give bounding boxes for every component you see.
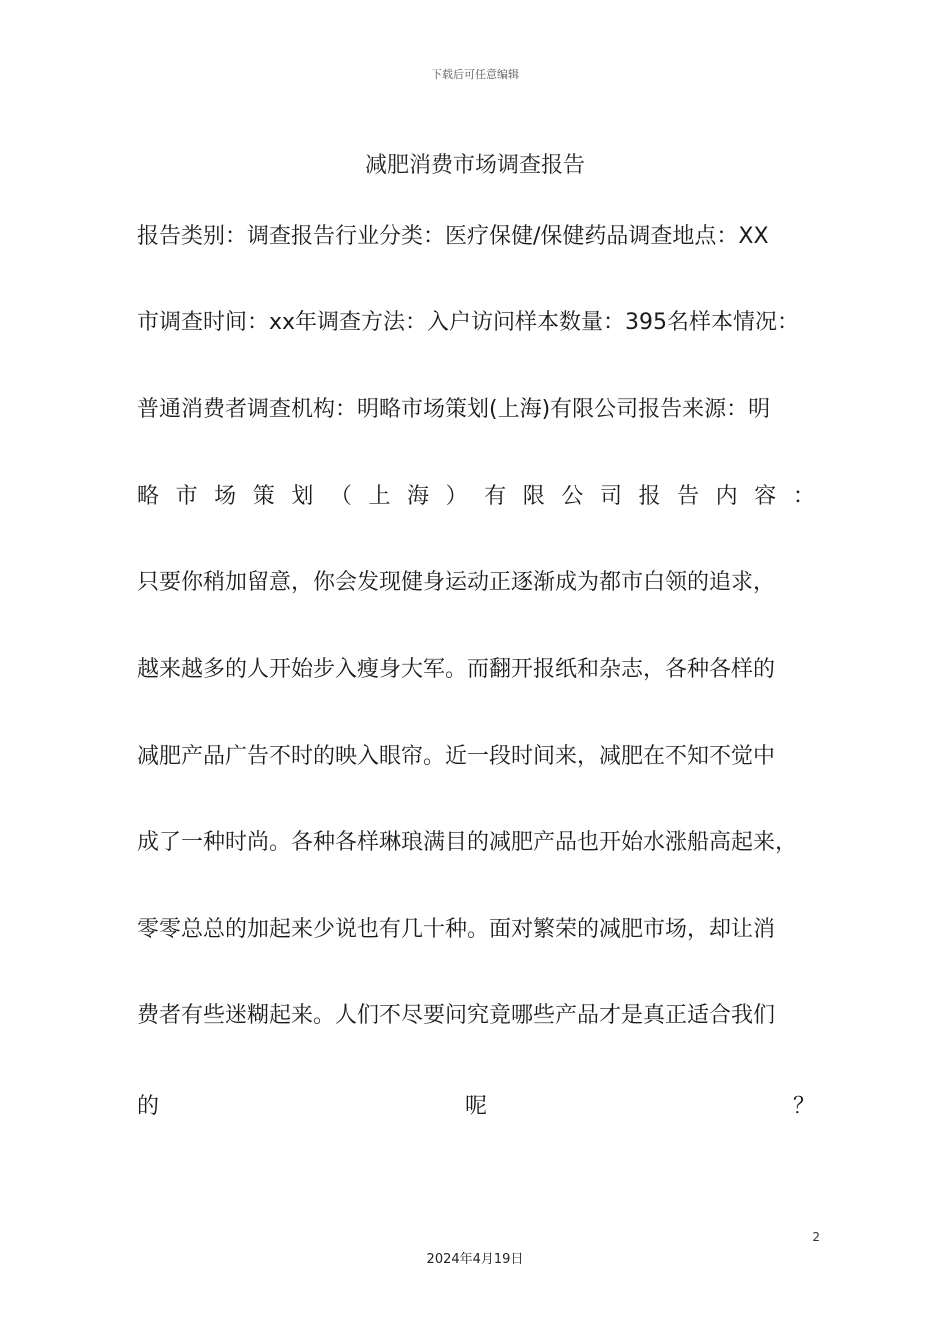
body-line-11 (137, 1092, 815, 1122)
line-char: （ (329, 484, 352, 509)
line-char: ？ (792, 1094, 815, 1119)
header-note: 下载后可任意编辑 (431, 68, 519, 81)
line-char: 略 (137, 484, 160, 509)
document-title: 减肥消费市场调查报告 (364, 153, 585, 178)
line-char: ： (792, 484, 815, 509)
line-char: 有 (484, 484, 507, 509)
body-line-1: 报告类别：调查报告行业分类：医疗保健/保健药品调查地点：XX (137, 224, 769, 249)
line-char: 市 (175, 484, 198, 509)
body-line-4 (137, 482, 815, 512)
body-line-10: 费者有些迷糊起来。人们不尽要问究竟哪些产品才是真正适合我们 (137, 1003, 776, 1028)
line-char: 场 (214, 484, 237, 509)
line-char: 公 (561, 484, 584, 509)
line-char: 报 (638, 484, 661, 509)
line-char: ） (445, 484, 468, 509)
line-char: 海 (407, 484, 430, 509)
body-line-2: 市调查时间：xx年调查方法：入户访问样本数量：395名样本情况： (137, 310, 800, 335)
line-char: 上 (368, 484, 391, 509)
line-char: 司 (599, 484, 622, 509)
line-char: 呢 (464, 1094, 487, 1119)
line-char: 划 (291, 484, 314, 509)
line-char: 策 (252, 484, 275, 509)
body-line-7: 减肥产品广告不时的映入眼帘。近一段时间来，减肥在不知不觉中 (137, 744, 776, 769)
footer-date: 2024年4月19日 (426, 1252, 524, 1267)
page-number: 2 (812, 1230, 820, 1244)
line-char: 限 (522, 484, 545, 509)
line-char: 内 (715, 484, 738, 509)
line-char: 告 (677, 484, 700, 509)
body-line-5: 只要你稍加留意，你会发现健身运动正逐渐成为都市白领的追求， (137, 570, 776, 595)
line-char: 容 (754, 484, 777, 509)
line-char: 的 (137, 1094, 160, 1119)
body-line-9: 零零总总的加起来少说也有几十种。面对繁荣的减肥市场，却让消 (137, 917, 776, 942)
body-line-6: 越来越多的人开始步入瘦身大军。而翻开报纸和杂志，各种各样的 (137, 657, 776, 682)
body-line-8: 成了一种时尚。各种各样琳琅满目的减肥产品也开始水涨船高起来， (137, 830, 798, 855)
body-line-3: 普通消费者调查机构：明略市场策划(上海)有限公司报告来源：明 (137, 397, 771, 422)
